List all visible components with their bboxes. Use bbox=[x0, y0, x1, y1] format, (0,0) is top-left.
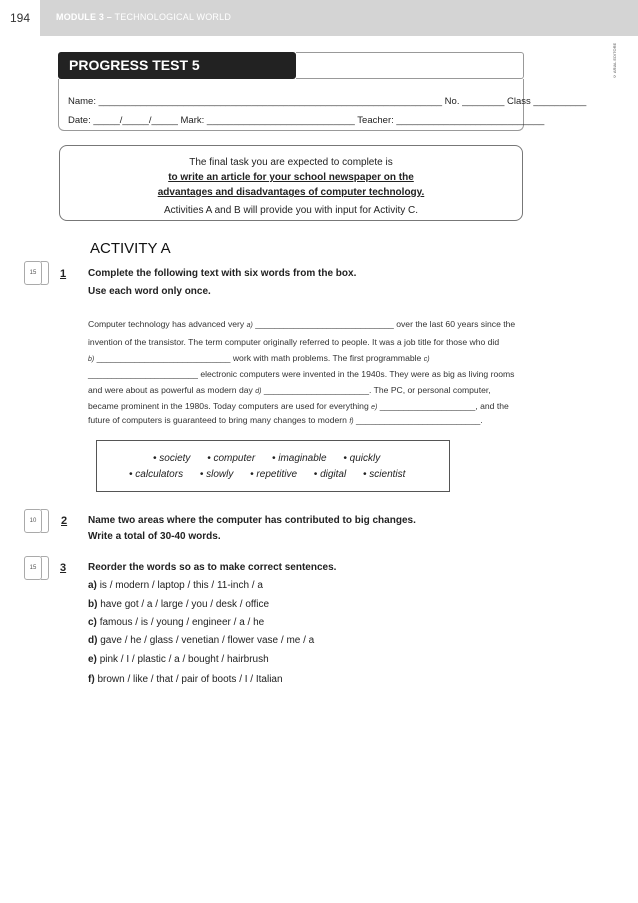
module-label-bold: MODULE 3 – bbox=[56, 12, 113, 22]
para-text: , and the bbox=[475, 401, 509, 411]
final-task-box bbox=[59, 145, 523, 221]
para-text: . bbox=[480, 415, 483, 425]
sentence-d bbox=[88, 635, 314, 646]
gap-label-b: b) bbox=[88, 356, 95, 363]
sentence-f bbox=[88, 674, 283, 685]
sentence-text: pink / I / plastic / a / bought / hairbrush bbox=[99, 654, 269, 665]
gap-f[interactable]: __________________________ bbox=[355, 415, 481, 425]
para-text: and were about as powerful as modern day bbox=[88, 385, 253, 395]
score-tab-2 bbox=[41, 509, 49, 533]
para-text: work with math problems. The first programmable bbox=[232, 353, 422, 363]
sentence-label: c) bbox=[88, 617, 97, 628]
para-text: . The PC, or personal computer, bbox=[369, 385, 491, 395]
word-digital: • digital bbox=[313, 469, 347, 480]
paragraph-line-4 bbox=[88, 366, 602, 382]
score-tab-1 bbox=[41, 261, 49, 285]
exercise-2-instruction-2: Write a total of 30-40 words. bbox=[88, 531, 221, 542]
score-box-3: 15 bbox=[24, 556, 42, 580]
word-box-row-2 bbox=[129, 469, 405, 480]
task-line-3: advantages and disadvantages of computer technology. bbox=[157, 187, 425, 198]
word-box bbox=[96, 440, 450, 492]
paragraph-line-1 bbox=[88, 316, 602, 334]
gap-label-d: d) bbox=[255, 388, 262, 395]
sentence-label: d) bbox=[88, 635, 98, 646]
word-computer: • computer bbox=[207, 453, 256, 464]
word-repetitive: • repetitive bbox=[250, 469, 298, 480]
title-frame bbox=[296, 52, 524, 79]
date-mark-teacher-line: Date: _____/_____/_____ Mark: ____________________________ Teacher: ____________________________ bbox=[68, 115, 545, 126]
paragraph-line-2: invention of the transistor. The term computer originally referred to people. It was a job title for those who did bbox=[88, 337, 500, 347]
gap-c[interactable]: _______________________ bbox=[88, 369, 198, 379]
gap-label-c: c) bbox=[423, 356, 430, 363]
name-line: Name: _________________________________________________________________ No. ________ Class __________ bbox=[68, 96, 587, 107]
para-text: over the last 60 years since the bbox=[396, 319, 516, 329]
task-line-1: The final task you are expected to complete is bbox=[189, 157, 393, 168]
gap-a[interactable]: _____________________________ bbox=[255, 319, 394, 329]
sentence-text: famous / is / young / engineer / a / he bbox=[99, 617, 265, 628]
exercise-number-1: 1 bbox=[60, 268, 67, 280]
task-line-2: to write an article for your school newspaper on the bbox=[168, 172, 414, 183]
sentence-text: have got / a / large / you / desk / office bbox=[100, 599, 270, 610]
sentence-label: f) bbox=[88, 674, 95, 685]
para-text: future of computers is guaranteed to bring many changes to modern bbox=[88, 415, 347, 425]
paragraph-line-7 bbox=[88, 412, 602, 430]
sentence-label: b) bbox=[88, 599, 98, 610]
module-label bbox=[56, 12, 231, 22]
sentence-c bbox=[88, 617, 264, 628]
module-label-rest: TECHNOLOGICAL WORLD bbox=[112, 12, 232, 22]
gap-e[interactable]: ____________________ bbox=[379, 401, 476, 411]
exercise-1-instruction: Complete the following text with six words from the box. bbox=[88, 268, 357, 279]
score-box-1: 15 bbox=[24, 261, 42, 285]
exercise-2-instruction: Name two areas where the computer has contributed to big changes. bbox=[88, 515, 416, 526]
para-text: became prominent in the 1980s. Today computers are used for everything bbox=[88, 401, 369, 411]
sentence-label: e) bbox=[88, 654, 97, 665]
test-title: PROGRESS TEST 5 bbox=[58, 52, 296, 79]
exercise-1-instruction-2: Use each word only once. bbox=[88, 286, 211, 297]
sentence-text: gave / he / glass / venetian / flower vase / me / a bbox=[100, 635, 315, 646]
word-calculators: • calculators bbox=[129, 469, 184, 480]
word-society: • society bbox=[153, 453, 191, 464]
word-scientist: • scientist bbox=[363, 469, 406, 480]
sentence-b bbox=[88, 599, 269, 610]
gap-b[interactable]: ____________________________ bbox=[96, 353, 231, 363]
publisher-credit: © ARIAL EDITORE bbox=[612, 42, 617, 80]
para-text: electronic computers were invented in the 1940s. They were as big as living rooms bbox=[200, 369, 515, 379]
word-quickly: • quickly bbox=[343, 453, 381, 464]
gap-label-e: e) bbox=[371, 404, 378, 411]
gap-d[interactable]: ______________________ bbox=[263, 385, 369, 395]
sentence-a bbox=[88, 580, 263, 591]
sentence-label: a) bbox=[88, 580, 97, 591]
task-line-4: Activities A and B will provide you with input for Activity C. bbox=[164, 205, 418, 216]
sentence-e bbox=[88, 654, 269, 665]
gap-label-a: a) bbox=[246, 322, 253, 329]
score-box-2: 10 bbox=[24, 509, 42, 533]
sentence-text: is / modern / laptop / this / 11-inch / a bbox=[99, 580, 263, 591]
sentence-text: brown / like / that / pair of boots / I / Italian bbox=[97, 674, 283, 685]
page-number: 194 bbox=[0, 0, 40, 36]
exercise-3-instruction: Reorder the words so as to make correct sentences. bbox=[88, 562, 337, 573]
word-box-row-1 bbox=[153, 453, 394, 464]
para-text: Computer technology has advanced very bbox=[88, 319, 245, 329]
gap-label-f: f) bbox=[349, 418, 354, 425]
exercise-number-3: 3 bbox=[60, 562, 67, 574]
exercise-number-2: 2 bbox=[61, 515, 68, 527]
word-imaginable: • imaginable bbox=[271, 453, 327, 464]
activity-heading: ACTIVITY A bbox=[90, 240, 171, 257]
score-tab-3 bbox=[41, 556, 49, 580]
word-slowly: • slowly bbox=[199, 469, 234, 480]
